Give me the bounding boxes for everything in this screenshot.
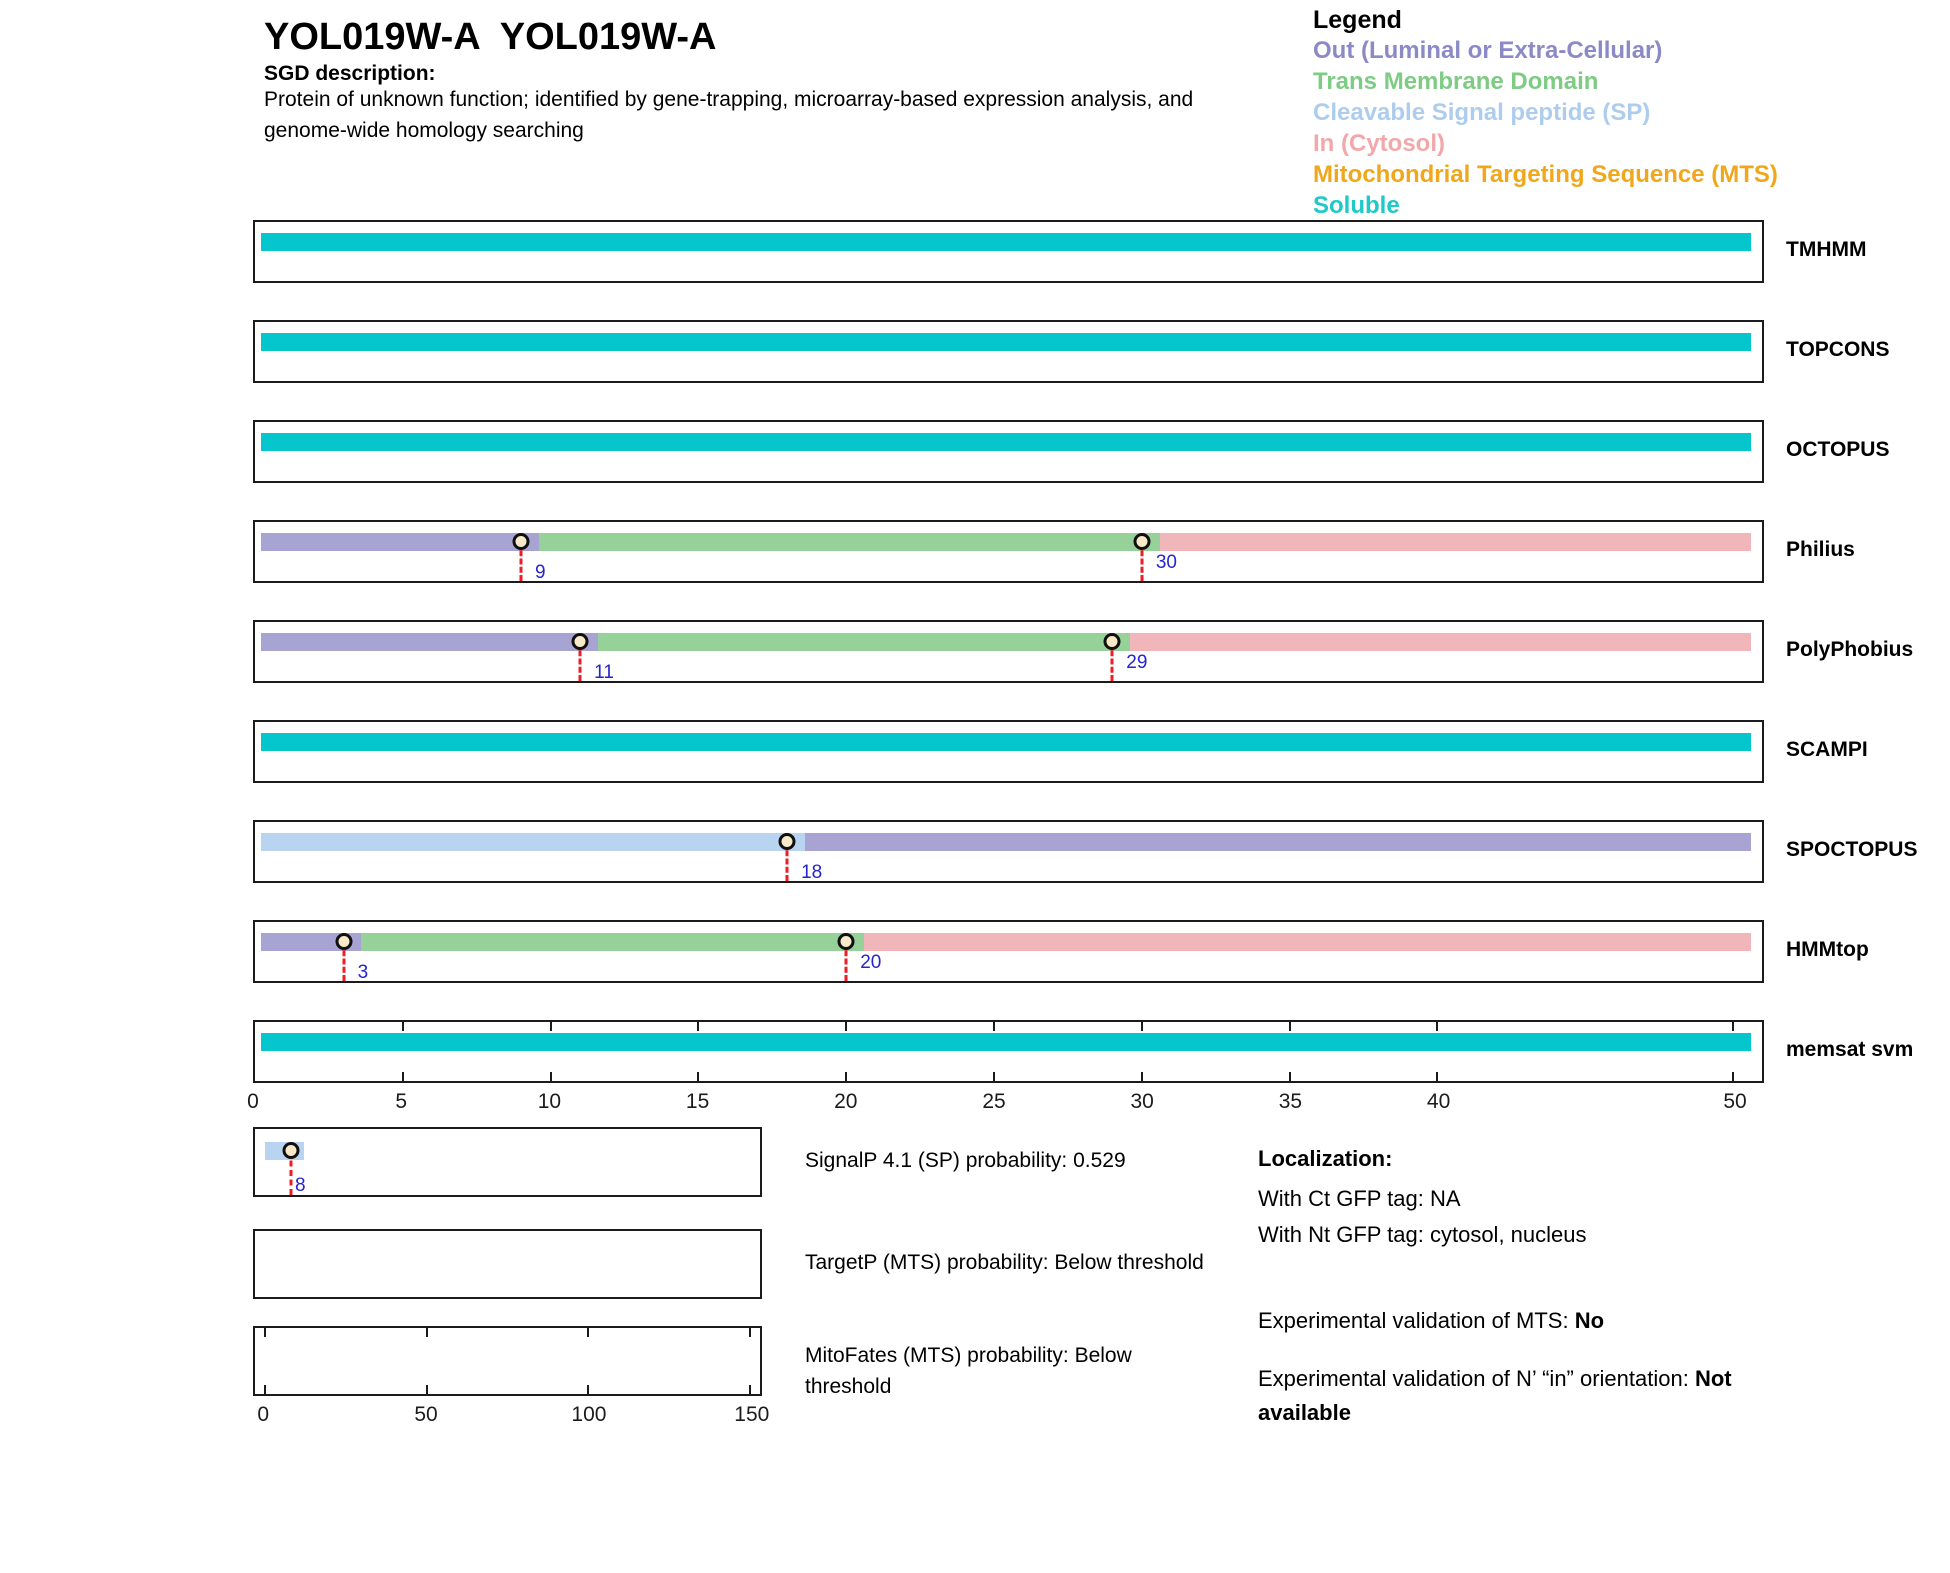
segment-soluble [261, 333, 1751, 351]
boundary-marker-circle [513, 533, 530, 550]
axis-tick [402, 1072, 404, 1081]
legend-item-tm: Trans Membrane Domain [1313, 68, 1599, 95]
boundary-marker-circle [838, 933, 855, 950]
track-label-spoctopus: SPOCTOPUS [1786, 838, 1918, 861]
track-label-octopus: OCTOPUS [1786, 438, 1890, 461]
prob-axis-label: 0 [257, 1403, 270, 1426]
segment-tm [598, 633, 1130, 651]
residue-axis-label: 40 [1426, 1090, 1451, 1113]
prob-caption-mitofates: MitoFates (MTS) probability: Below [805, 1344, 1132, 1367]
residue-axis-label: 25 [982, 1090, 1006, 1113]
segment-in [1130, 633, 1751, 651]
axis-tick [402, 1022, 404, 1031]
residue-axis-label: 20 [834, 1090, 858, 1113]
residue-axis-label: 30 [1130, 1090, 1154, 1113]
legend-item-out: Out (Luminal or Extra-Cellular) [1313, 37, 1663, 64]
page-title: YOL019W-A YOL019W-A [264, 16, 717, 58]
prob-axis-label: 100 [571, 1403, 607, 1426]
track-label-philius: Philius [1786, 538, 1855, 561]
axis-tick [1436, 1072, 1438, 1081]
boundary-marker-circle [779, 833, 796, 850]
axis-tick [845, 1022, 847, 1031]
axis-tick [426, 1328, 428, 1337]
residue-axis-label: 35 [1278, 1090, 1303, 1113]
axis-tick [697, 1072, 699, 1081]
ct-gfp-line: With Ct GFP tag: NA [1258, 1186, 1461, 1211]
boundary-position-label: 9 [535, 562, 546, 583]
axis-tick [1141, 1072, 1143, 1081]
track-box-polyphobius [253, 620, 1764, 683]
segment-sp [261, 833, 805, 851]
track-label-memsat-svm: memsat svm [1786, 1038, 1914, 1061]
axis-tick [845, 1072, 847, 1081]
prob-caption-signalp: SignalP 4.1 (SP) probability: 0.529 [805, 1149, 1126, 1172]
segment-in [864, 933, 1751, 951]
orientation-value-line1: Not [1694, 1366, 1732, 1391]
axis-tick [264, 1328, 266, 1337]
axis-tick [1141, 1022, 1143, 1031]
boundary-position-label: 30 [1155, 552, 1177, 573]
axis-tick [1732, 1072, 1734, 1081]
track-box-topcons [253, 320, 1764, 383]
axis-tick [587, 1385, 589, 1394]
mts-validation-prefix: Experimental validation of MTS: [1258, 1308, 1575, 1333]
residue-axis-label: 15 [685, 1090, 710, 1113]
axis-tick [993, 1072, 995, 1081]
prob-box-targetp [253, 1229, 762, 1299]
prob-caption-targetp: TargetP (MTS) probability: Below threshold [805, 1251, 1204, 1274]
boundary-marker-circle [572, 633, 589, 650]
residue-axis-label: 50 [1723, 1090, 1747, 1113]
track-box-hmmtop [253, 920, 1764, 983]
track-box-octopus [253, 420, 1764, 483]
boundary-position-label: 18 [801, 862, 823, 883]
residue-axis-label: 5 [395, 1090, 408, 1113]
track-box-philius [253, 520, 1764, 583]
segment-soluble [261, 233, 1751, 251]
axis-tick [550, 1072, 552, 1081]
segment-soluble [261, 433, 1751, 451]
segment-out [805, 833, 1751, 851]
mts-validation-line [1258, 1308, 1604, 1334]
track-label-tmhmm: TMHMM [1786, 238, 1867, 261]
segment-out [261, 533, 539, 551]
legend-title: Legend [1313, 6, 1402, 34]
track-box-memsat-svm [253, 1020, 1764, 1083]
legend-item-mts: Mitochondrial Targeting Sequence (MTS) [1313, 161, 1778, 188]
legend-item-sp: Cleavable Signal peptide (SP) [1313, 99, 1651, 126]
sgd-description-line1: Protein of unknown function; identified by gene-trapping, microarray-based expression analysis, and [264, 88, 1194, 111]
track-box-tmhmm [253, 220, 1764, 283]
axis-tick [749, 1385, 751, 1394]
track-label-scampi: SCAMPI [1786, 738, 1868, 761]
nt-gfp-line: With Nt GFP tag: cytosol, nucleus [1258, 1222, 1587, 1247]
mts-validation-value: No [1574, 1308, 1605, 1333]
axis-tick [749, 1328, 751, 1337]
orientation-prefix: Experimental validation of N’ “in” orientation: [1258, 1366, 1695, 1391]
boundary-position-label: 11 [594, 662, 614, 683]
sgd-description-label: SGD description: [264, 62, 436, 85]
segment-tm [361, 933, 864, 951]
residue-axis-label: 10 [537, 1090, 562, 1113]
boundary-marker-circle [282, 1142, 299, 1159]
axis-tick [426, 1385, 428, 1394]
axis-tick [550, 1022, 552, 1031]
segment-out [261, 633, 598, 651]
prob-caption-mitofates-line2: threshold [805, 1375, 892, 1398]
legend-item-in: In (Cytosol) [1313, 130, 1445, 157]
boundary-marker-circle [1133, 533, 1150, 550]
axis-tick [264, 1385, 266, 1394]
segment-tm [539, 533, 1160, 551]
track-box-scampi [253, 720, 1764, 783]
residue-axis-label: 0 [247, 1090, 259, 1113]
localization-title: Localization: [1258, 1146, 1393, 1171]
prob-box-signalp [253, 1127, 762, 1197]
legend-items [1313, 35, 1778, 221]
axis-tick [697, 1022, 699, 1031]
boundary-marker-circle [1104, 633, 1121, 650]
track-label-polyphobius: PolyPhobius [1786, 638, 1914, 661]
prob-box-mitofates [253, 1326, 762, 1396]
axis-tick [1289, 1022, 1291, 1031]
prob-axis-label: 150 [734, 1403, 770, 1426]
boundary-position-label: 3 [357, 962, 369, 983]
segment-soluble [261, 733, 1751, 751]
boundary-position-label: 8 [294, 1175, 306, 1196]
axis-tick [1732, 1022, 1734, 1031]
axis-tick [1436, 1022, 1438, 1031]
boundary-position-label: 20 [860, 952, 882, 973]
segment-soluble [261, 1033, 1751, 1051]
sgd-description-line2: genome-wide homology searching [264, 119, 584, 142]
legend-item-soluble: Soluble [1313, 192, 1400, 219]
boundary-marker-circle [335, 933, 352, 950]
boundary-position-label: 29 [1126, 652, 1148, 673]
axis-tick [587, 1328, 589, 1337]
legend [1313, 6, 1778, 221]
orientation-value-line2: available [1258, 1400, 1351, 1425]
track-box-spoctopus [253, 820, 1764, 883]
axis-tick [993, 1022, 995, 1031]
track-label-hmmtop: HMMtop [1786, 938, 1869, 961]
segment-in [1160, 533, 1751, 551]
axis-tick [1289, 1072, 1291, 1081]
track-label-topcons: TOPCONS [1786, 338, 1890, 361]
prob-axis-label: 50 [414, 1403, 438, 1426]
orientation-validation-line [1258, 1366, 1732, 1392]
